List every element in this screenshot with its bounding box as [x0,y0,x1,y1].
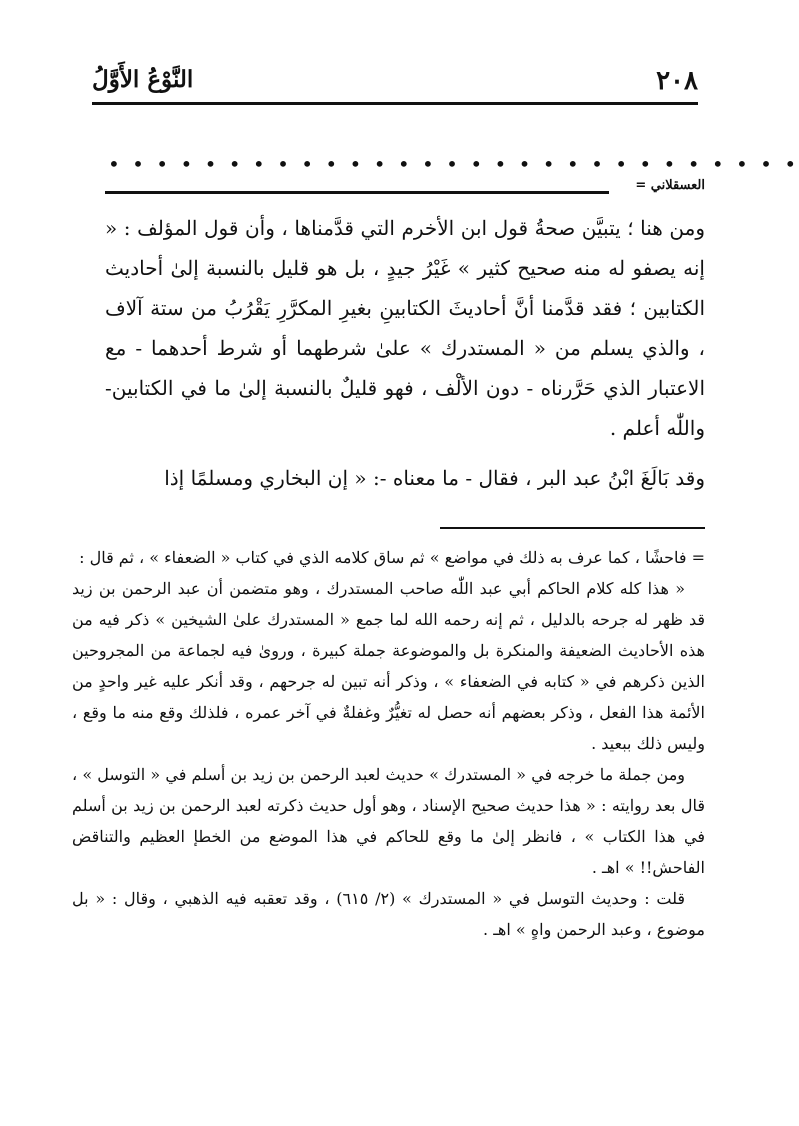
page-header [92,62,698,100]
continuation-marker [105,178,705,202]
section-title: النَّوْعُ الأَوَّلُ [92,66,194,93]
marker-label: العسقلاني = [635,178,705,193]
footnote-paragraph: = فاحشًا ، كما عرف به ذلك في مواضع » ثم ساق كلامه الذي في كتاب « الضعفاء » ، ثم قال : [79,548,705,567]
footnote-paragraph: قلت : وحديث التوسل في « المستدرك » (٢/ ٦١٥) ، وقد تعقبه فيه الذهبي ، وقال : « بل موضوع ، وعبد الرحمن واهٍ » اهـ . [72,889,705,939]
header-rule [92,102,698,105]
main-text [105,208,705,498]
marker-rule [105,191,609,194]
page-number: ٢٠٨ [656,66,698,96]
footnote-paragraph: « هذا كله كلام الحاكم أبي عبد اللّٰه صاحب المستدرك ، وهو متضمن أن عبد الرحمن بن زيد قد ظهر له جرحه بالدليل ، ثم إنه رحمه الله لما جمع « المستدرك علىٰ الشيخين » ذكر فيه من هذه الأحاديث الضعيفة والمنكرة بل والموضوعة جملة كبيرة ، وروىٰ فيه لجماعة من المجروحين الذين ذكرهم في « كتابه في الضعفاء » ، وذكر أنه تبين له جرحهم ، وقد أنكر عليه غير واحدٍ من الأئمة هذا الفعل ، وذكر بعضهم أنه حصل له تغيُّرٌ وغفلةٌ في آخر عمره ، فلذلك وقع منه ما وقع ، وليس ذلك ببعيد . [72,579,706,753]
footnote-rule [440,527,705,529]
footnotes [72,542,705,945]
dotted-separator: • • • • • • • • • • • • • • • • • • • • • • • • • • • • • [108,152,799,176]
main-paragraph: ومن هنا ؛ يتبيَّن صحةُ قول ابن الأخرم التي قدَّمناها ، وأن قول المؤلف : « إنه يصفو له منه صحيح كثير » غَيْرُ جيدٍ ، بل هو قليل بالنسبة إلىٰ أحاديث الكتابين ؛ فقد قدَّمنا أنَّ أحاديثَ الكتابينِ بغيرِ المكرَّرِ يَقْرُبُ من ستة آلاف ، والذي يسلم من « المستدرك » علىٰ شرطهما أو شرط أحدهما - مع الاعتبار الذي حَرَّرناه - دون الألْف ، فهو قليلٌ بالنسبة إلىٰ ما في الكتابين- واللّٰه أعلم . [105,216,705,440]
footnote-paragraph: ومن جملة ما خرجه في « المستدرك » حديث لعبد الرحمن بن زيد بن أسلم في « التوسل » ، قال بعد روايته : « هذا حديث صحيح الإسناد ، وهو أول حديث ذكرته لعبد الرحمن بن زيد بن أسلم في هذا الكتاب » ، فانظر إلىٰ ما وقع للحاكم في هذا الموضع من الخطإ العظيم والتناقض الفاحش!! » اهـ . [72,765,705,877]
main-paragraph: وقد بَالَغَ ابْنُ عبد البر ، فقال - ما معناه -: « إن البخاري ومسلمًا إذا [164,466,705,490]
